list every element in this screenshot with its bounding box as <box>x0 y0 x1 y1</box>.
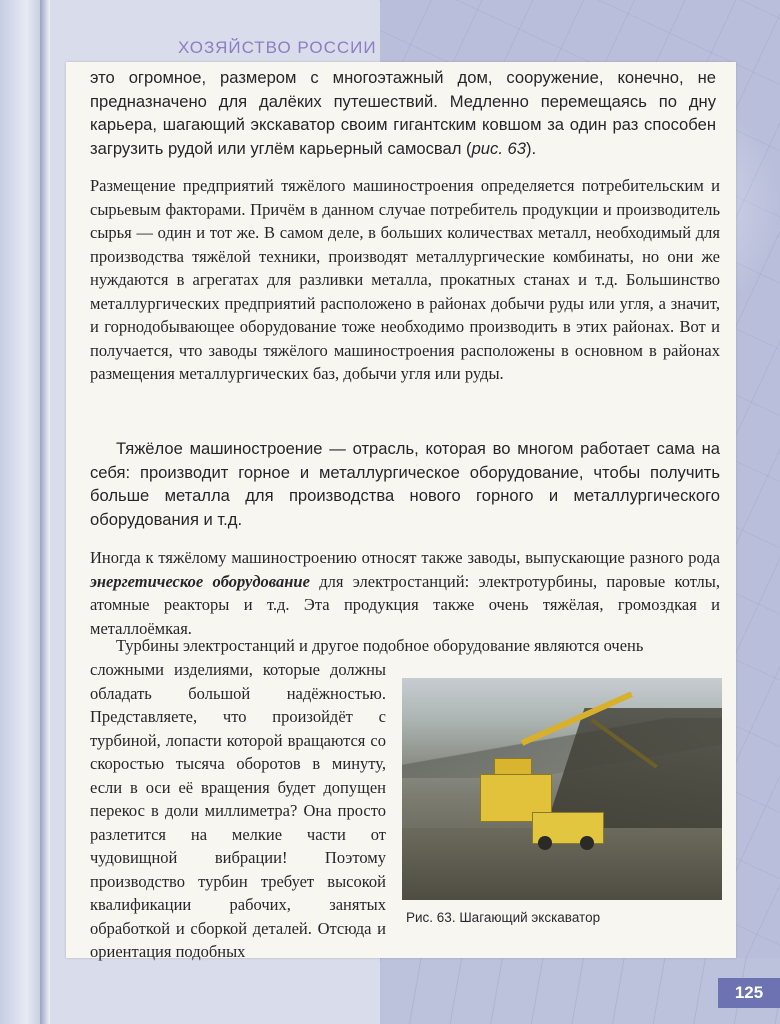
paragraph-1: это огромное, размером с многоэтажный дом, сооружение, конечно, не предназначено для далёких путешествий. Медленно перемещаясь по дну карьера, шагающий экскаватор своим гигантским ковшом за один раз способен загрузить рудой или углём карьерный самосвал (рис. 63). <box>90 68 716 158</box>
excavator-photo <box>402 678 722 900</box>
term-energy-equipment: энергетическое оборудование <box>90 571 310 591</box>
paragraph-3: Тяжёлое машиностроение — отрасль, которая во многом работает сама на себя: производит горное и металлургическое оборудование, чтобы получить больше металла для производства нового горного и металлургического оборудования и т.д. <box>90 439 720 529</box>
figure-reference: рис. 63 <box>471 138 527 158</box>
page-fold <box>40 0 50 1024</box>
content-panel <box>66 62 736 961</box>
figure-caption: Рис. 63. Шагающий экскаватор <box>406 910 601 925</box>
paragraph-4: Иногда к тяжёлому машиностроению относят также заводы, выпускающие разного рода энергетическое оборудование для электростанций: электротурбины, паровые котлы, атомные реакторы и т.д. Эта продукция также очень тяжёлая, громоздкая и металлоёмкая. <box>90 548 720 638</box>
page-number: 125 <box>718 978 780 1008</box>
paragraph-2: Размещение предприятий тяжёлого машиностроения определяется потребительским и сырьевым факторами. Причём в данном случае потребитель продукции и производитель сырья — один и тот же. В самом деле, в больших количествах металл, необходимый для производства тяжёлой техники, производят металлургические комбинаты, но они же нуждаются в агрегатах для разливки металла, прокатных станах и т.д. Большинство металлургических предприятий расположено в районах добычи руды или угля, а значит, и горнодобывающее оборудование тоже необходимо производить в этих районах. Вот и получается, что заводы тяжёлого машиностроения расположены в основном в районах размещения металлургических баз, добычи угля или руды. <box>90 176 720 383</box>
paragraph-5-lead: Турбины электростанций и другое подобное оборудование являются очень <box>116 636 644 655</box>
paragraph-5-continued: сложными изделиями, которые должны обладать большой надёжностью. Представляете, что произойдёт с турбиной, лопасти которой вращаются со скоростью тысяча оборотов в минуту, если в оси её вращения будет допущен перекос в доли миллиметра? Она просто разлетится на мелкие части от чудовищной вибрации! Поэтому производство турбин требует высокой квалификации рабочих, занятых обработкой и сборкой деталей. Отсюда и ориентация подобных <box>90 660 386 961</box>
chapter-header: ХОЗЯЙСТВО РОССИИ <box>178 38 377 57</box>
